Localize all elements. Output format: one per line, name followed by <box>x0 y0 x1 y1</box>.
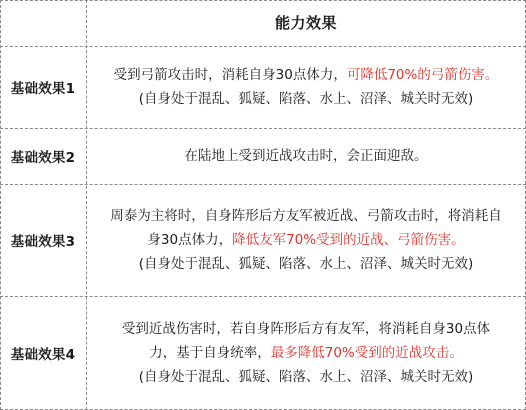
description-highlight: 最多降低70%受到的近战攻击。 <box>270 345 463 361</box>
effect-description-cell <box>86 184 526 296</box>
grid-line-horizontal <box>0 0 526 1</box>
grid-line-horizontal <box>0 46 526 47</box>
effect-label-cell <box>0 46 86 128</box>
effect-description-cell <box>86 46 526 128</box>
effect-label-cell <box>0 128 86 184</box>
header-title-cell <box>86 0 526 46</box>
effect-description <box>122 317 490 389</box>
effect-row-4 <box>0 296 526 410</box>
description-highlight: 降低友军70%受到的近战、弓箭伤害。 <box>232 232 465 248</box>
effect-description <box>185 144 428 168</box>
description-line <box>110 228 502 252</box>
header-title: 能力效果 <box>274 14 337 32</box>
description-line <box>110 252 502 276</box>
description-text: 身30点体力， <box>147 232 233 248</box>
description-line <box>122 341 490 365</box>
description-line <box>110 204 502 228</box>
effect-label: 基础效果1 <box>10 81 76 97</box>
effect-label: 基础效果2 <box>10 150 76 166</box>
description-text: 周泰为主将时，自身阵形后方友军被近战、弓箭攻击时，将消耗自 <box>110 208 502 224</box>
grid-line-vertical <box>86 0 87 410</box>
grid-line-horizontal <box>0 184 526 185</box>
effect-description <box>114 63 499 111</box>
grid-line-horizontal <box>0 128 526 129</box>
effect-description <box>110 204 502 276</box>
description-line <box>122 365 490 389</box>
description-highlight: 可降低70%的弓箭伤害。 <box>346 67 499 83</box>
effect-row-1 <box>0 46 526 128</box>
effect-row-3 <box>0 184 526 296</box>
header-row <box>0 0 526 46</box>
description-line <box>114 87 499 111</box>
effect-label: 基础效果4 <box>10 347 76 363</box>
effect-label-cell <box>0 296 86 410</box>
effect-description-cell <box>86 128 526 184</box>
header-label-cell <box>0 0 86 46</box>
description-text: 力，基于自身统率， <box>149 345 271 361</box>
description-note: (自身处于混乱、狐疑、陷落、水上、沼泽、城关时无效) <box>138 369 474 385</box>
effect-row-2 <box>0 128 526 184</box>
description-text: 在陆地上受到近战攻击时，会正面迎敌。 <box>184 148 428 164</box>
effect-description-cell <box>86 296 526 410</box>
description-line <box>185 144 428 168</box>
effect-label: 基础效果3 <box>10 234 76 250</box>
description-text: 受到近战伤害时，若自身阵形后方有友军，将消耗自身30点体 <box>121 321 491 337</box>
description-note: (自身处于混乱、狐疑、陷落、水上、沼泽、城关时无效) <box>138 256 474 272</box>
grid-line-vertical <box>0 0 1 410</box>
description-line <box>114 63 499 87</box>
effect-label-cell <box>0 184 86 296</box>
grid-line-horizontal <box>0 296 526 297</box>
description-note: (自身处于混乱、狐疑、陷落、水上、沼泽、城关时无效) <box>138 91 474 107</box>
description-text: 受到弓箭攻击时，消耗自身30点体力， <box>113 67 347 83</box>
description-line <box>122 317 490 341</box>
